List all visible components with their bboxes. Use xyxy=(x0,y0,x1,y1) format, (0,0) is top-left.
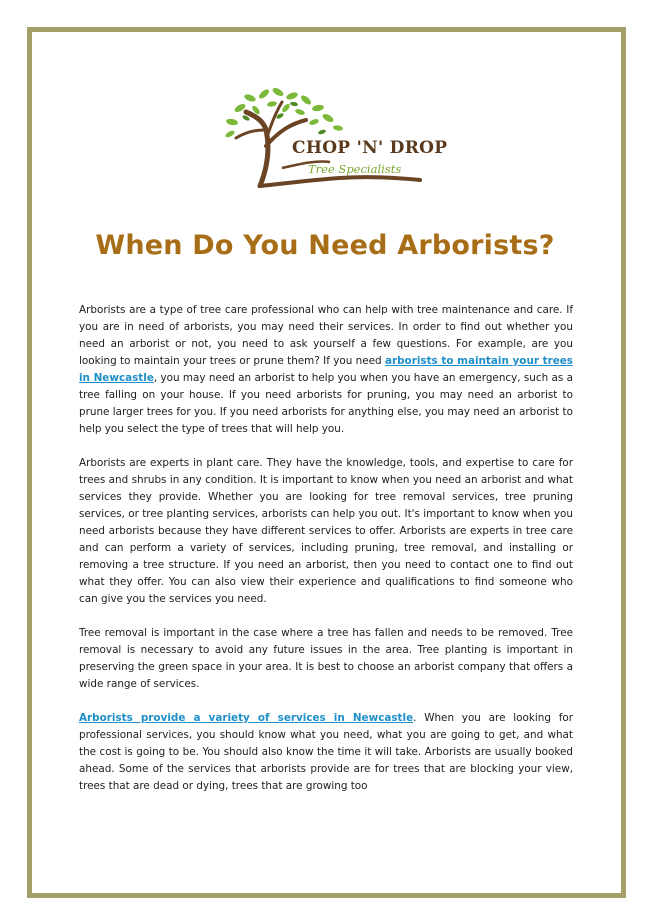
page-title: When Do You Need Arborists? xyxy=(95,230,555,261)
link-arborists-services[interactable]: Arborists provide a variety of services in Newcastle xyxy=(79,712,414,724)
paragraph-1 xyxy=(79,302,573,438)
paragraph-1-text-end: , you may need an arborist to help you when you have an emergency, such as a tree falling on your house. If you need arborists for pruning, you may need an arborist to prune larger trees for you. If you need arborists for anything else, you may need an arborist to help you select the type of trees that will help you. xyxy=(79,372,573,435)
logo-brand-name: CHOP 'N' DROP xyxy=(292,138,448,158)
company-logo xyxy=(220,86,448,188)
article-body xyxy=(79,302,573,812)
paragraph-2: Arborists are experts in plant care. They have the knowledge, tools, and expertise to care for trees and shrubs in any condition. It is important to know when you need an arborist and what services they provide. Whether you are looking for tree removal services, tree pruning services, or tree planting services, arborists can help you out. It's important to know when you need arborists because they have different services to offer. Arborists are experts in tree care and can perform a variety of services, including pruning, tree removal, and installing or removing a tree structure. If you need an arborist, then you need to contact one to find out what they offer. You can also view their experience and qualifications to find someone who can give you the services you need. xyxy=(79,457,573,605)
paragraph-1-text-start: Arborists are a type of tree care professional who can help with tree maintenance and care. If you are in need of arborists, you may need their services. In order to find out whether you need an arborist or not, you need to ask yourself a few questions. For example, are you looking to maintain your trees or prune them? If you need xyxy=(79,304,573,367)
paragraph-3: Tree removal is important in the case where a tree has fallen and needs to be removed. Tree removal is necessary to avoid any future issues in the area. Tree planting is important in preserving the green space in your area. It is best to choose an arborist company that offers a wide range of services. xyxy=(79,627,573,690)
logo-tagline: Tree Specialists xyxy=(308,162,402,176)
link-arborists-maintain-trees[interactable]: arborists to maintain your trees in Newcastle xyxy=(79,355,573,384)
paragraph-4-text: . When you are looking for professional services, you should know what you need, what you are going to get, and what the cost is going to be. You should also know the time it will take. Arborists are usually booked ahead. Some of the services that arborists provide are for trees that are blocking your view, trees that are dead or dying, trees that are growing too xyxy=(79,712,573,792)
paragraph-4 xyxy=(79,710,573,795)
